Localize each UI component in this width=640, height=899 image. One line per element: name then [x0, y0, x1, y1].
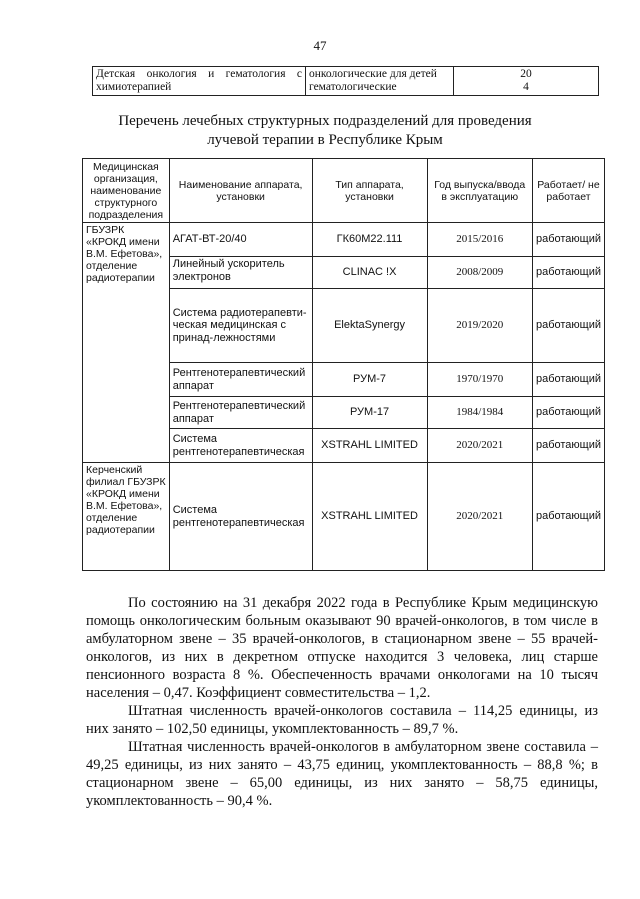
device-year: 2008/2009	[427, 257, 532, 289]
device-status: работающий	[532, 463, 604, 571]
radiotherapy-equipment-table	[82, 158, 605, 571]
table-row	[93, 67, 599, 96]
paragraph-text: Штатная численность врачей-онкологов в амбулаторном звене составила – 49,25 единицы, из них занято – 43,75 единиц, укомплектованность – 88,8 %; в стационарном звене – 65,00 единицы, из них занято – 58,75 единицы, укомплектованность – 90,4 %.	[86, 739, 598, 809]
device-year: 2015/2016	[427, 223, 532, 257]
device-type: РУМ-7	[312, 363, 427, 397]
header-type: Тип аппарата, установки	[312, 159, 427, 223]
header-status: Работает/ не работает	[532, 159, 604, 223]
device-type: XSTRAHL LIMITED	[312, 463, 427, 571]
specialty-cell: Детская онкология и гематология с химиотерапией	[93, 67, 306, 96]
device-type: РУМ-17	[312, 397, 427, 429]
table-header-row	[83, 159, 605, 223]
device-year: 1970/1970	[427, 363, 532, 397]
table-row	[83, 463, 605, 571]
page-number: 47	[313, 38, 327, 53]
device-status: работающий	[532, 257, 604, 289]
bed-type-line: гематологические	[309, 81, 397, 93]
body-paragraph	[86, 702, 598, 738]
bed-count-value: 20	[520, 68, 532, 80]
header-name: Наименование аппарата, установки	[169, 159, 312, 223]
device-name: АГАТ-ВТ-20/40	[169, 223, 312, 257]
device-year: 2020/2021	[427, 463, 532, 571]
bed-type-line: онкологические для детей	[309, 68, 437, 80]
table-row	[83, 223, 605, 257]
body-paragraph	[86, 594, 598, 702]
device-status: работающий	[532, 223, 604, 257]
paragraph-text: По состоянию на 31 декабря 2022 года в Республике Крым медицинскую помощь онкологическим больным оказывают 90 врачей-онкологов, в том числе в амбулаторном звене – 35 врачей-онкологов, в стационарном звене – 55 врачей-онкологов, из них в декретном отпуске находится 3 человека, лиц старше пенсионного возраста 8 %. Обеспеченность врачами онкологами на 10 тысяч населения – 0,47. Коэффициент совместительства – 1,2.	[86, 595, 598, 701]
device-name: Рентгенотерапевтический аппарат	[169, 397, 312, 429]
bed-type-cell	[306, 67, 454, 96]
device-type: XSTRAHL LIMITED	[312, 429, 427, 463]
device-name: Система рентгенотерапевтическая	[169, 463, 312, 571]
device-name: Линейный ускоритель электронов	[169, 257, 312, 289]
device-year: 2019/2020	[427, 289, 532, 363]
device-year: 1984/1984	[427, 397, 532, 429]
org-cell: ГБУЗРК «КРОКД имени В.М. Ефетова», отделение радиотерапии	[83, 223, 170, 463]
device-status: работающий	[532, 363, 604, 397]
top-table-fragment	[92, 66, 599, 96]
device-status: работающий	[532, 397, 604, 429]
device-year: 2020/2021	[427, 429, 532, 463]
device-name: Система рентгенотерапевтическая	[169, 429, 312, 463]
paragraph-text: Штатная численность врачей-онкологов составила – 114,25 единицы, из них занято – 102,50 единицы, укомплектованность – 89,7 %.	[86, 703, 598, 737]
bed-count-value: 4	[523, 81, 529, 93]
device-name: Рентгенотерапевтический аппарат	[169, 363, 312, 397]
device-status: работающий	[532, 429, 604, 463]
body-paragraph	[86, 738, 598, 810]
org-cell: Керченский филиал ГБУЗРК «КРОКД имени В.М. Ефетова», отделение радиотерапии	[83, 463, 170, 571]
header-year: Год выпуска/ввода в эксплуатацию	[427, 159, 532, 223]
section-heading: Перечень лечебных структурных подразделений для проведения лучевой терапии в Республике Крым	[118, 113, 532, 148]
device-type: ElektaSynergy	[312, 289, 427, 363]
header-org: Медицинская организация, наименование структурного подразделения	[83, 159, 170, 223]
device-name: Система радиотерапевти-ческая медицинская с принад-лежностями	[169, 289, 312, 363]
device-type: CLINAC !X	[312, 257, 427, 289]
bed-count-cell	[454, 67, 599, 96]
device-status: работающий	[532, 289, 604, 363]
device-type: ГК60М22.111	[312, 223, 427, 257]
